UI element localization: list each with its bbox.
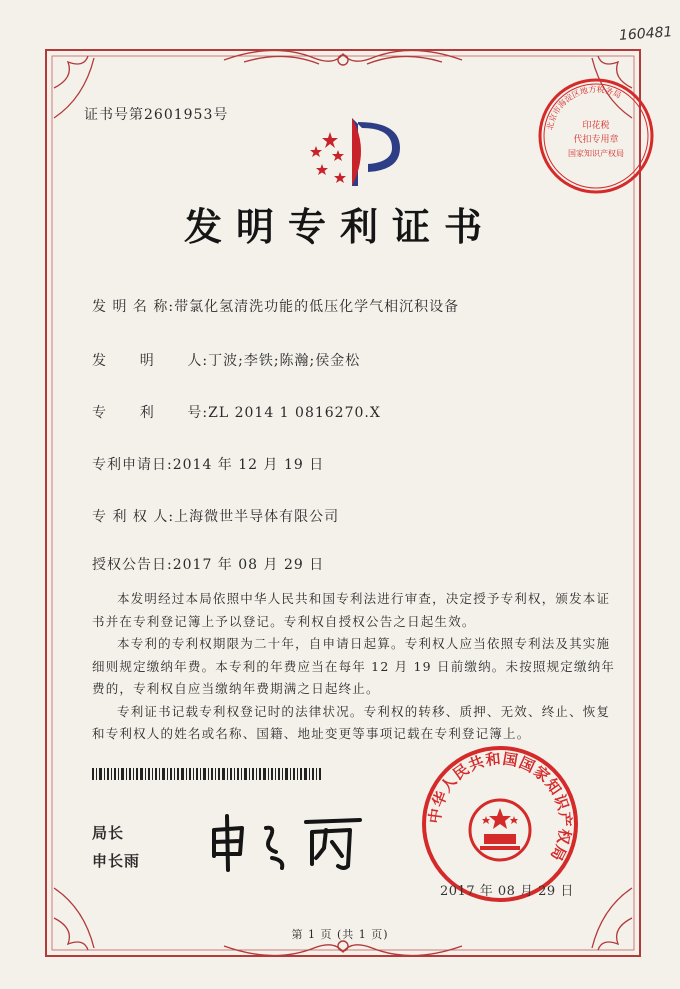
director-title-label: 局长 [92, 824, 125, 842]
handwritten-note: 160481 [618, 24, 673, 44]
barcode [92, 768, 322, 780]
seal-date: 2017 年 08 月 29 日 [440, 884, 574, 899]
patent-office-logo [300, 110, 420, 196]
certificate-body [92, 588, 622, 746]
grant-date-row [92, 554, 324, 574]
invention-name-value: 带氯化氢清洗功能的低压化学气相沉积设备 [174, 299, 460, 315]
tax-stamp-line2: 代扣专用章 [573, 135, 619, 145]
patent-number-value: ZL 2014 1 0816270.X [208, 405, 381, 421]
body-paragraph-1: 本发明经过本局依照中华人民共和国专利法进行审查，决定授予专利权，颁发本证书并在专利登记簿上予以登记。专利权自授权公告之日起生效。 [92, 591, 611, 629]
tax-stamp-line1: 印花税 [582, 121, 610, 131]
tax-stamp-ring-text: 北京市海淀区地方税务局 [545, 84, 623, 131]
invention-name-row [92, 296, 459, 316]
national-emblem-icon [470, 800, 530, 860]
grant-date-value: 2017 年 08 月 29 日 [172, 557, 325, 573]
filing-date-row [92, 454, 324, 474]
patentee-row [92, 506, 339, 526]
grant-date-label: 授权公告日: [92, 557, 173, 573]
page-footer: 第 1 页 (共 1 页) [291, 928, 389, 941]
filing-date-value: 2014 年 12 月 19 日 [172, 457, 325, 473]
invention-name-label: 发 明 名 称: [92, 299, 175, 315]
patent-number-row [92, 402, 381, 422]
certificate-number: 证书号第2601953号 [84, 107, 229, 123]
director-signature [200, 808, 370, 878]
body-paragraph-3: 专利证书记载专利权登记时的法律状况。专利权的转移、质押、无效、终止、恢复和专利权人的姓名或名称、国籍、地址变更等事项记载在专利登记簿上。 [92, 703, 611, 741]
inventor-value: 丁波;李铁;陈瀚;侯金松 [208, 353, 361, 369]
patentee-value: 上海微世半导体有限公司 [174, 509, 340, 525]
body-paragraph-2: 本专利的专利权期限为二十年，自申请日起算。专利权人应当依照专利法及其实施细则规定缴纳年费。本专利的年费应当在每年 12 月 19 日前缴纳。未按照规定缴纳年费的，专利权自应当缴纳年费期满之日起终止。 [92, 636, 616, 696]
director-name-label: 申长雨 [92, 852, 141, 870]
filing-date-label: 专利申请日: [92, 457, 173, 473]
inventor-label: 发 明 人: [92, 353, 209, 369]
patent-number-label: 专 利 号: [92, 405, 209, 421]
tax-stamp [536, 76, 656, 196]
certificate-title: 发明专利证书 [183, 205, 496, 249]
tax-stamp-line3: 国家知识产权局 [568, 149, 624, 158]
inventor-row [92, 350, 360, 370]
patentee-label: 专 利 权 人: [92, 509, 175, 525]
official-seal-ring-text: 中华人民共和国国家知识产权局 [425, 749, 575, 865]
